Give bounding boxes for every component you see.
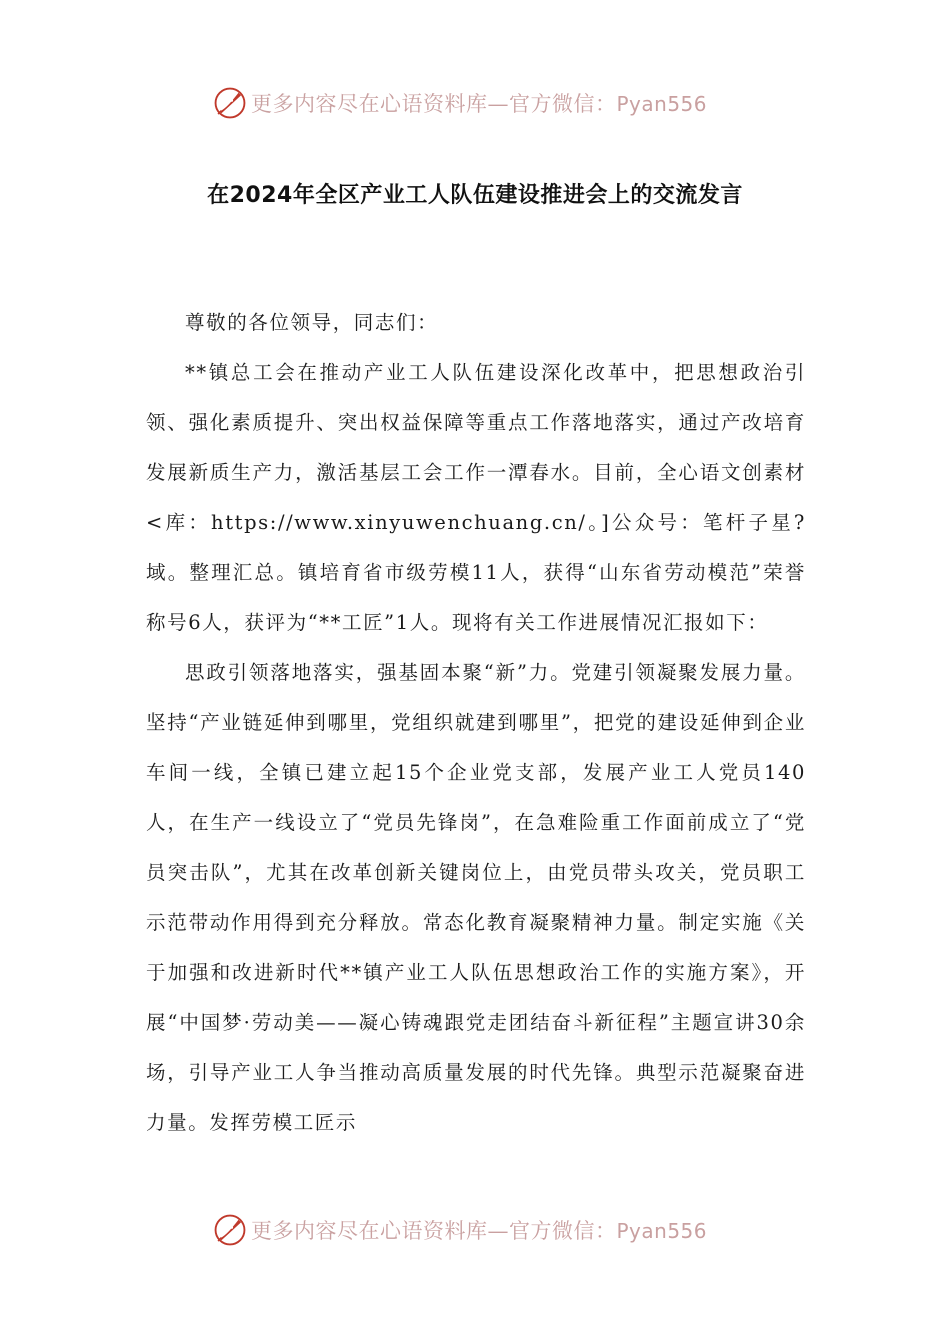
document-body <box>146 298 806 1148</box>
salutation-paragraph: 尊敬的各位领导，同志们： <box>185 311 439 334</box>
watermark-label: 更多内容尽在心语资料库—官方微信： <box>250 92 617 116</box>
document-title: 在2024年全区产业工人队伍建设推进会上的交流发言 <box>207 183 743 208</box>
pen-nib-logo-icon <box>213 1213 247 1247</box>
wechat-id: Pyan556 <box>616 92 707 116</box>
watermark-text <box>251 88 707 118</box>
watermark-text <box>251 1215 707 1245</box>
body-paragraph: 思政引领落地落实，强基固本聚“新”力。党建引领凝聚发展力量。坚持“产业链延伸到哪里，党组织就建到哪里”，把党的建设延伸到企业车间一线，全镇已建立起15个企业党支部，发展产业工人党员140人，在生产一线设立了“党员先锋岗”，在急难险重工作面前成立了“党员突击队”，尤其在改革创新关键岗位上，由党员带头攻关，党员职工示范带动作用得到充分释放。常态化教育凝聚精神力量。制定实施《关于加强和改进新时代**镇产业工人队伍思想政治工作的实施方案》，开展“中国梦·劳动美——凝心铸魂跟党走团结奋斗新征程”主题宣讲30余场，引导产业工人争当推动高质量发展的时代先锋。典型示范凝聚奋进力量。发挥劳模工匠示 <box>146 661 806 1134</box>
pen-nib-logo-icon <box>213 86 247 120</box>
watermark-label: 更多内容尽在心语资料库—官方微信： <box>250 1219 617 1243</box>
footer-watermark-banner <box>0 1210 950 1250</box>
intro-paragraph: **镇总工会在推动产业工人队伍建设深化改革中，把思想政治引领、强化素质提升、突出权益保障等重点工作落地落实，通过产改培育发展新质生产力，激活基层工会工作一潭春水。目前，全心语文创素材<库：https://www.xinyuwenchuang.cn/。]公众号：笔杆子星?域。整理汇总。镇培育省市级劳模11人，获得“山东省劳动模范”荣誉称号6人，获评为“**工匠”1人。现将有关工作进展情况汇报如下： <box>146 361 806 634</box>
header-watermark-banner <box>0 83 950 123</box>
wechat-id: Pyan556 <box>616 1219 707 1243</box>
